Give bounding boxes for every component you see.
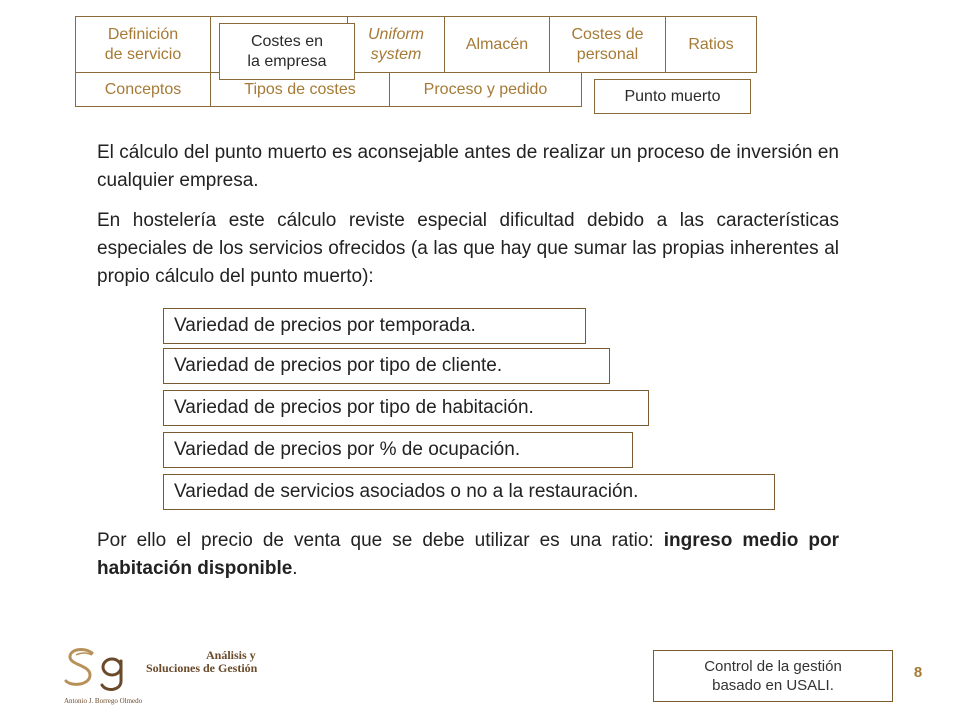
conclusion-lead: Por ello el precio de venta que se debe utilizar es una ratio: [97,530,664,551]
logo-author: Antonio J. Borrego Olmedo [64,697,143,705]
paragraph-intro: El cálculo del punto muerto es aconsejable antes de realizar un proceso de inversión en cualquier empresa. [97,142,839,191]
paragraph-hosteleria: En hostelería este cálculo reviste especial dificultad debido a las características especiales de los servicios ofrecidos (a las que hay que sumar las propias inherentes al propio cálculo del punto muerto): [97,210,839,287]
nav-definicion-servicio[interactable]: Definición de servicio [75,16,211,73]
list-item-tipo-habitacion: Variedad de precios por tipo de habitación. [163,390,649,426]
nav-punto-muerto[interactable]: Punto muerto [594,79,751,114]
list-item-tipo-cliente: Variedad de precios por tipo de cliente. [163,348,610,384]
nav-almacen[interactable]: Almacén [444,16,550,73]
nav-costes-empresa[interactable]: Costes en la empresa [219,23,355,80]
nav-proceso-pedido[interactable]: Proceso y pedido [389,72,582,107]
company-logo [62,643,282,713]
footer-title-box: Control de la gestión basado en USALI. [653,650,893,702]
nav-conceptos[interactable]: Conceptos [75,72,211,107]
list-item-ocupacion: Variedad de precios por % de ocupación. [163,432,633,468]
nav-ratios[interactable]: Ratios [665,16,757,73]
sg-logo-icon [62,643,144,695]
paragraph-conclusion [97,527,839,583]
list-item-servicios: Variedad de servicios asociados o no a la restauración. [163,474,775,510]
page-number: 8 [913,664,923,681]
conclusion-end: . [292,558,298,579]
nav-costes-personal[interactable]: Costes de personal [549,16,666,73]
list-item-temporada: Variedad de precios por temporada. [163,308,586,344]
conclusion-highlight: ingreso medio por habitación disponible [97,530,839,579]
nav-uniform-system[interactable]: Uniform system [347,16,445,73]
logo-line1: Análisis y [206,648,256,662]
nav-tipos-costes[interactable]: Tipos de costes [210,72,390,107]
logo-line2: Soluciones de Gestión [146,661,258,675]
